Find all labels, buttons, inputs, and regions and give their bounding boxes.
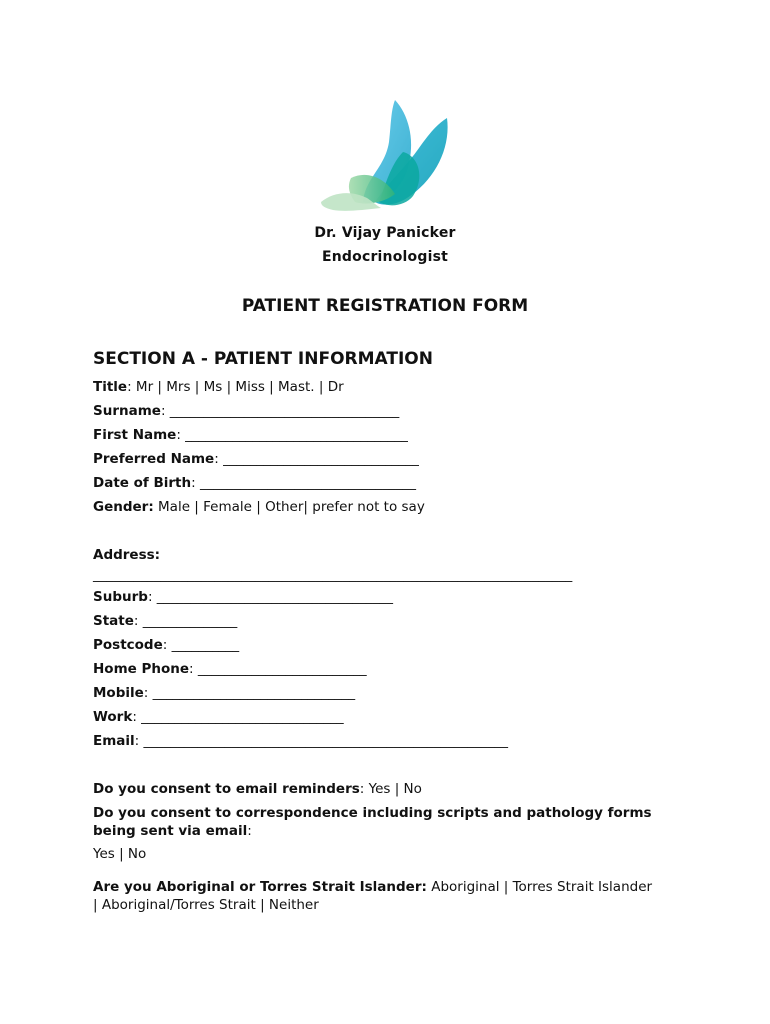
field-label: Work <box>93 709 133 725</box>
field-label: Suburb <box>93 589 148 605</box>
field-label: Email <box>93 733 135 749</box>
section-a-title: SECTION A - PATIENT INFORMATION <box>93 349 433 369</box>
field-first-name[interactable]: First Name: _________________________________ <box>93 427 408 443</box>
field-value: _____________________________ <box>223 451 419 467</box>
consent-email-reminders[interactable]: Do you consent to email reminders: Yes | No <box>93 781 422 797</box>
question-label: Do you consent to correspondence including scripts and pathology forms being sent via email <box>93 805 652 839</box>
field-value: _________________________ <box>197 661 367 677</box>
field-mobile[interactable]: Mobile: ______________________________ <box>93 685 356 701</box>
consent-correspondence-question: Do you consent to correspondence including scripts and pathology forms being sent via email: <box>93 805 652 839</box>
field-value: ________________________________ <box>199 475 416 491</box>
field-label: Title <box>93 379 128 395</box>
field-preferred-name[interactable]: Preferred Name: _____________________________ <box>93 451 419 467</box>
field-label: Preferred Name <box>93 451 215 467</box>
field-value: ______________________________ <box>152 685 356 701</box>
field-value: ______________________________________________________ <box>143 733 508 749</box>
field-label: Gender: <box>93 499 154 515</box>
field-label: Postcode <box>93 637 163 653</box>
field-email[interactable]: Email: ______________________________________________________ <box>93 733 508 749</box>
field-title[interactable]: Title: Mr | Mrs | Ms | Miss | Mast. | Dr <box>93 379 344 395</box>
field-address-label: Address: <box>93 547 161 563</box>
form-title: PATIENT REGISTRATION FORM <box>241 296 529 316</box>
field-surname[interactable]: Surname: __________________________________ <box>93 403 400 419</box>
field-value: __________________________________ <box>169 403 400 419</box>
field-address-line[interactable]: _______________________________________________________________________ <box>93 567 573 583</box>
field-home-phone[interactable]: Home Phone: _________________________ <box>93 661 367 677</box>
field-value: __________ <box>171 637 240 653</box>
question-label: Are you Aboriginal or Torres Strait Islander: <box>93 879 427 895</box>
doctor-specialty: Endocrinologist <box>321 249 449 265</box>
answer-options: Aboriginal | Torres Strait Islander | Aboriginal/Torres Strait | Neither <box>93 879 653 913</box>
field-label: Home Phone <box>93 661 190 677</box>
field-value: Mr | Mrs | Ms | Miss | Mast. | Dr <box>135 379 344 395</box>
question-label: Do you consent to email reminders <box>93 781 360 797</box>
butterfly-logo-icon <box>315 98 455 218</box>
field-gender[interactable] <box>93 498 425 516</box>
field-value: ___________________________________ <box>156 589 394 605</box>
field-label: Mobile <box>93 685 144 701</box>
consent-correspondence-options[interactable]: Yes | No <box>93 846 147 862</box>
doctor-name: Dr. Vijay Panicker <box>314 225 456 241</box>
field-label: State <box>93 613 134 629</box>
indigenous-status-question[interactable] <box>93 878 653 914</box>
field-label: Surname <box>93 403 161 419</box>
field-state[interactable]: State: ______________ <box>93 613 238 629</box>
answer-options: Yes | No <box>368 781 422 797</box>
field-value: ______________________________ <box>141 709 344 725</box>
field-label: First Name <box>93 427 177 443</box>
field-postcode[interactable]: Postcode: __________ <box>93 637 240 653</box>
field-value: ______________ <box>142 613 238 629</box>
field-label: Date of Birth <box>93 475 192 491</box>
field-date-of-birth[interactable]: Date of Birth: ________________________________ <box>93 475 416 491</box>
field-work[interactable]: Work: ______________________________ <box>93 709 344 725</box>
field-suburb[interactable]: Suburb: ___________________________________ <box>93 589 394 605</box>
field-value: Male | Female | Other| prefer not to say <box>158 499 425 515</box>
field-value: _________________________________ <box>185 427 408 443</box>
